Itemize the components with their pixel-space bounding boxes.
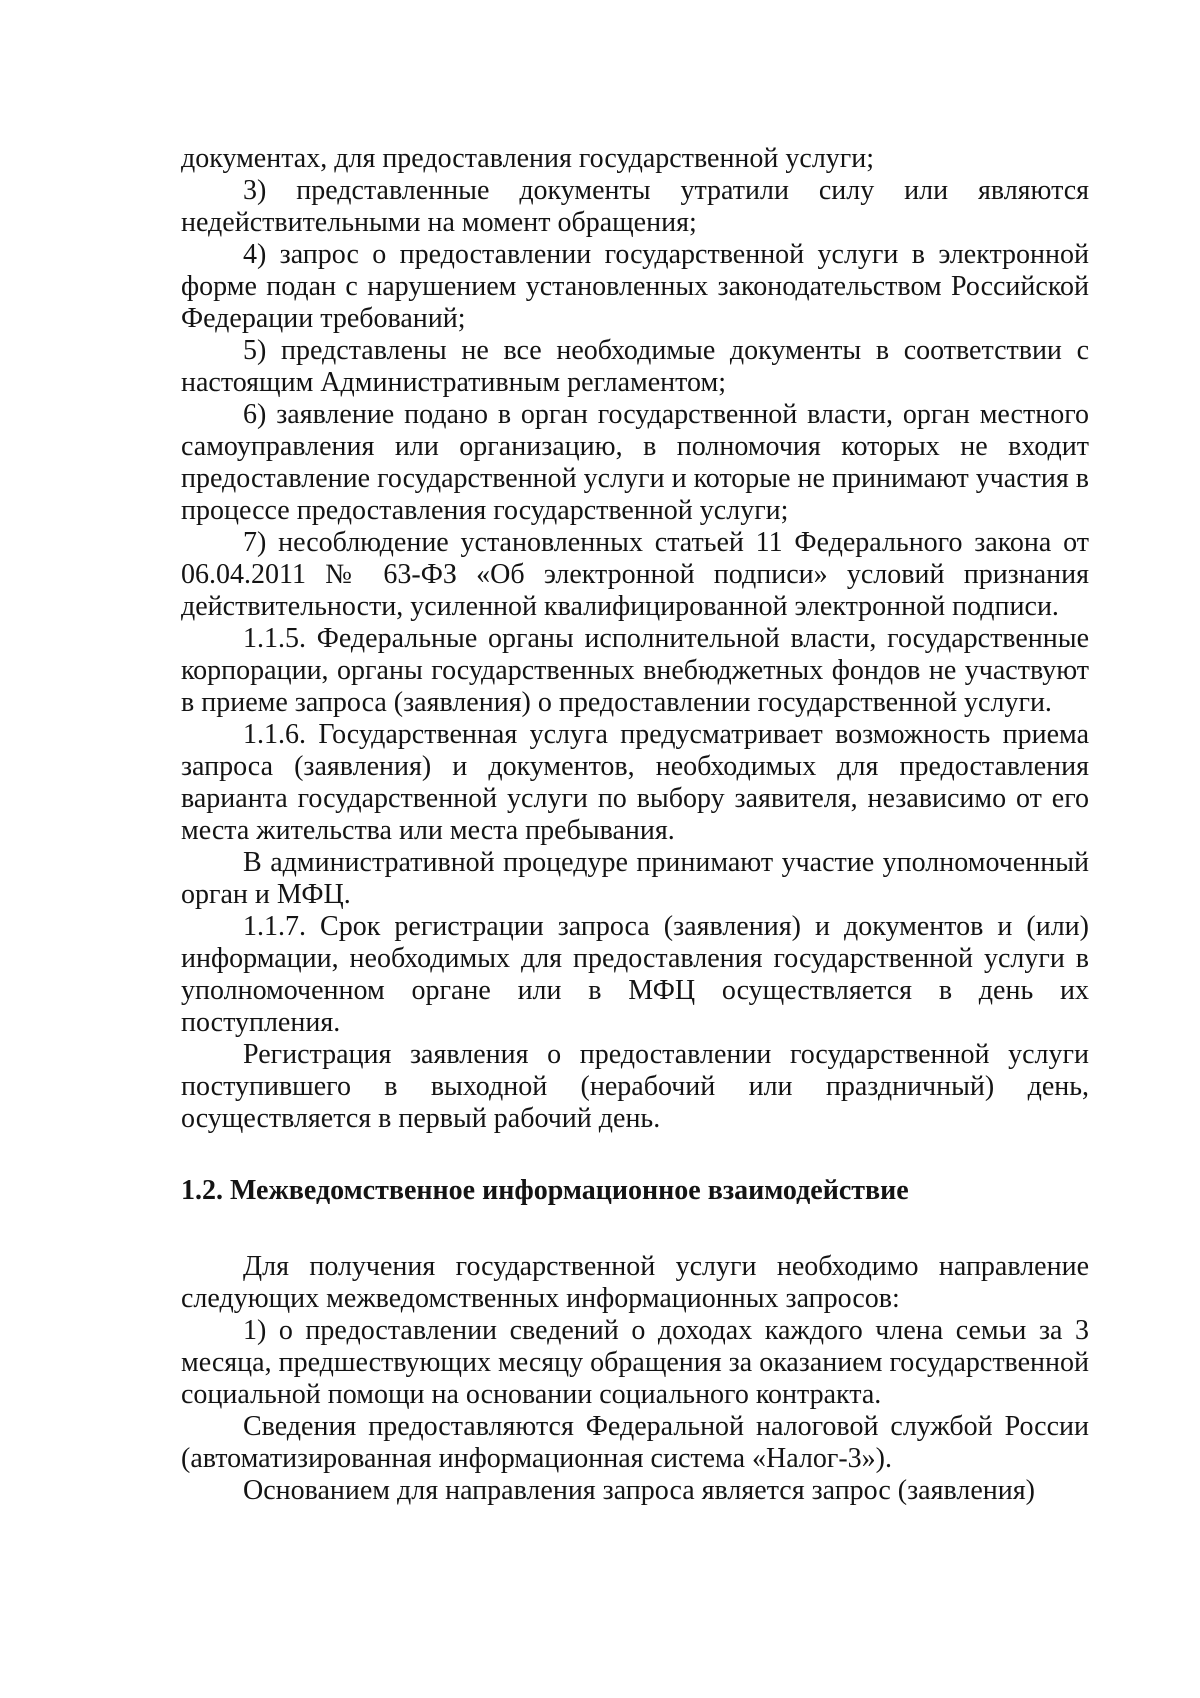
paragraph-item-5: 5) представлены не все необходимые документы в соответствии с настоящим Административным регламентом;: [181, 335, 1089, 398]
paragraph-registration: Регистрация заявления о предоставлении государственной услуги поступившего в выходной (нерабочий или праздничный) день, осуществляется в первый рабочий день.: [181, 1039, 1089, 1134]
paragraph-1-1-7: 1.1.7. Срок регистрации запроса (заявления) и документов и (или) информации, необходимых для предоставления государственной услуги в уполномоченном органе или в МФЦ осуществляется в день их поступления.: [181, 911, 1089, 1038]
paragraph-procedure-participants: В административной процедуре принимают участие уполномоченный орган и МФЦ.: [181, 847, 1089, 910]
paragraph-1-1-6: 1.1.6. Государственная услуга предусматривает возможность приема запроса (заявления) и документов, необходимых для предоставления варианта государственной услуги по выбору заявителя, независимо от его места жительства или места пребывания.: [181, 719, 1089, 846]
paragraph-basis: Основанием для направления запроса является запрос (заявления): [243, 1475, 1035, 1506]
paragraph-item-7: 7) несоблюдение установленных статьей 11 Федерального закона от 06.04.2011 № 63-ФЗ «Об электронной подписи» условий признания действительности, усиленной квалифицированной электронной подписи.: [181, 527, 1089, 622]
paragraph-data-provider: Сведения предоставляются Федеральной налоговой службой России (автоматизированная информационная система «Налог-3»).: [181, 1411, 1089, 1474]
paragraph-item-6: 6) заявление подано в орган государственной власти, орган местного самоуправления или организацию, в полномочия которых не входит предоставление государственной услуги и которые не принимают участия в процессе предоставления государственной услуги;: [181, 399, 1089, 526]
paragraph-request-item-1: 1) о предоставлении сведений о доходах каждого члена семьи за 3 месяца, предшествующих месяцу обращения за оказанием государственной социальной помощи на основании социального контракта.: [181, 1315, 1089, 1410]
document-body: [181, 143, 1089, 1507]
paragraph-item-3: 3) представленные документы утратили силу или являются недействительными на момент обращения;: [181, 175, 1089, 238]
paragraph-requests-intro: Для получения государственной услуги необходимо направление следующих межведомственных информационных запросов:: [181, 1251, 1089, 1314]
section-heading: 1.2. Межведомственное информационное взаимодействие: [181, 1175, 909, 1206]
paragraph-item-4: 4) запрос о предоставлении государственной услуги в электронной форме подан с нарушением установленных законодательством Российской Федерации требований;: [181, 239, 1089, 334]
continuation-line: документах, для предоставления государственной услуги;: [181, 143, 875, 174]
paragraph-1-1-5: 1.1.5. Федеральные органы исполнительной власти, государственные корпорации, органы государственных внебюджетных фондов не участвуют в приеме запроса (заявления) о предоставлении государственной услуги.: [181, 623, 1089, 718]
